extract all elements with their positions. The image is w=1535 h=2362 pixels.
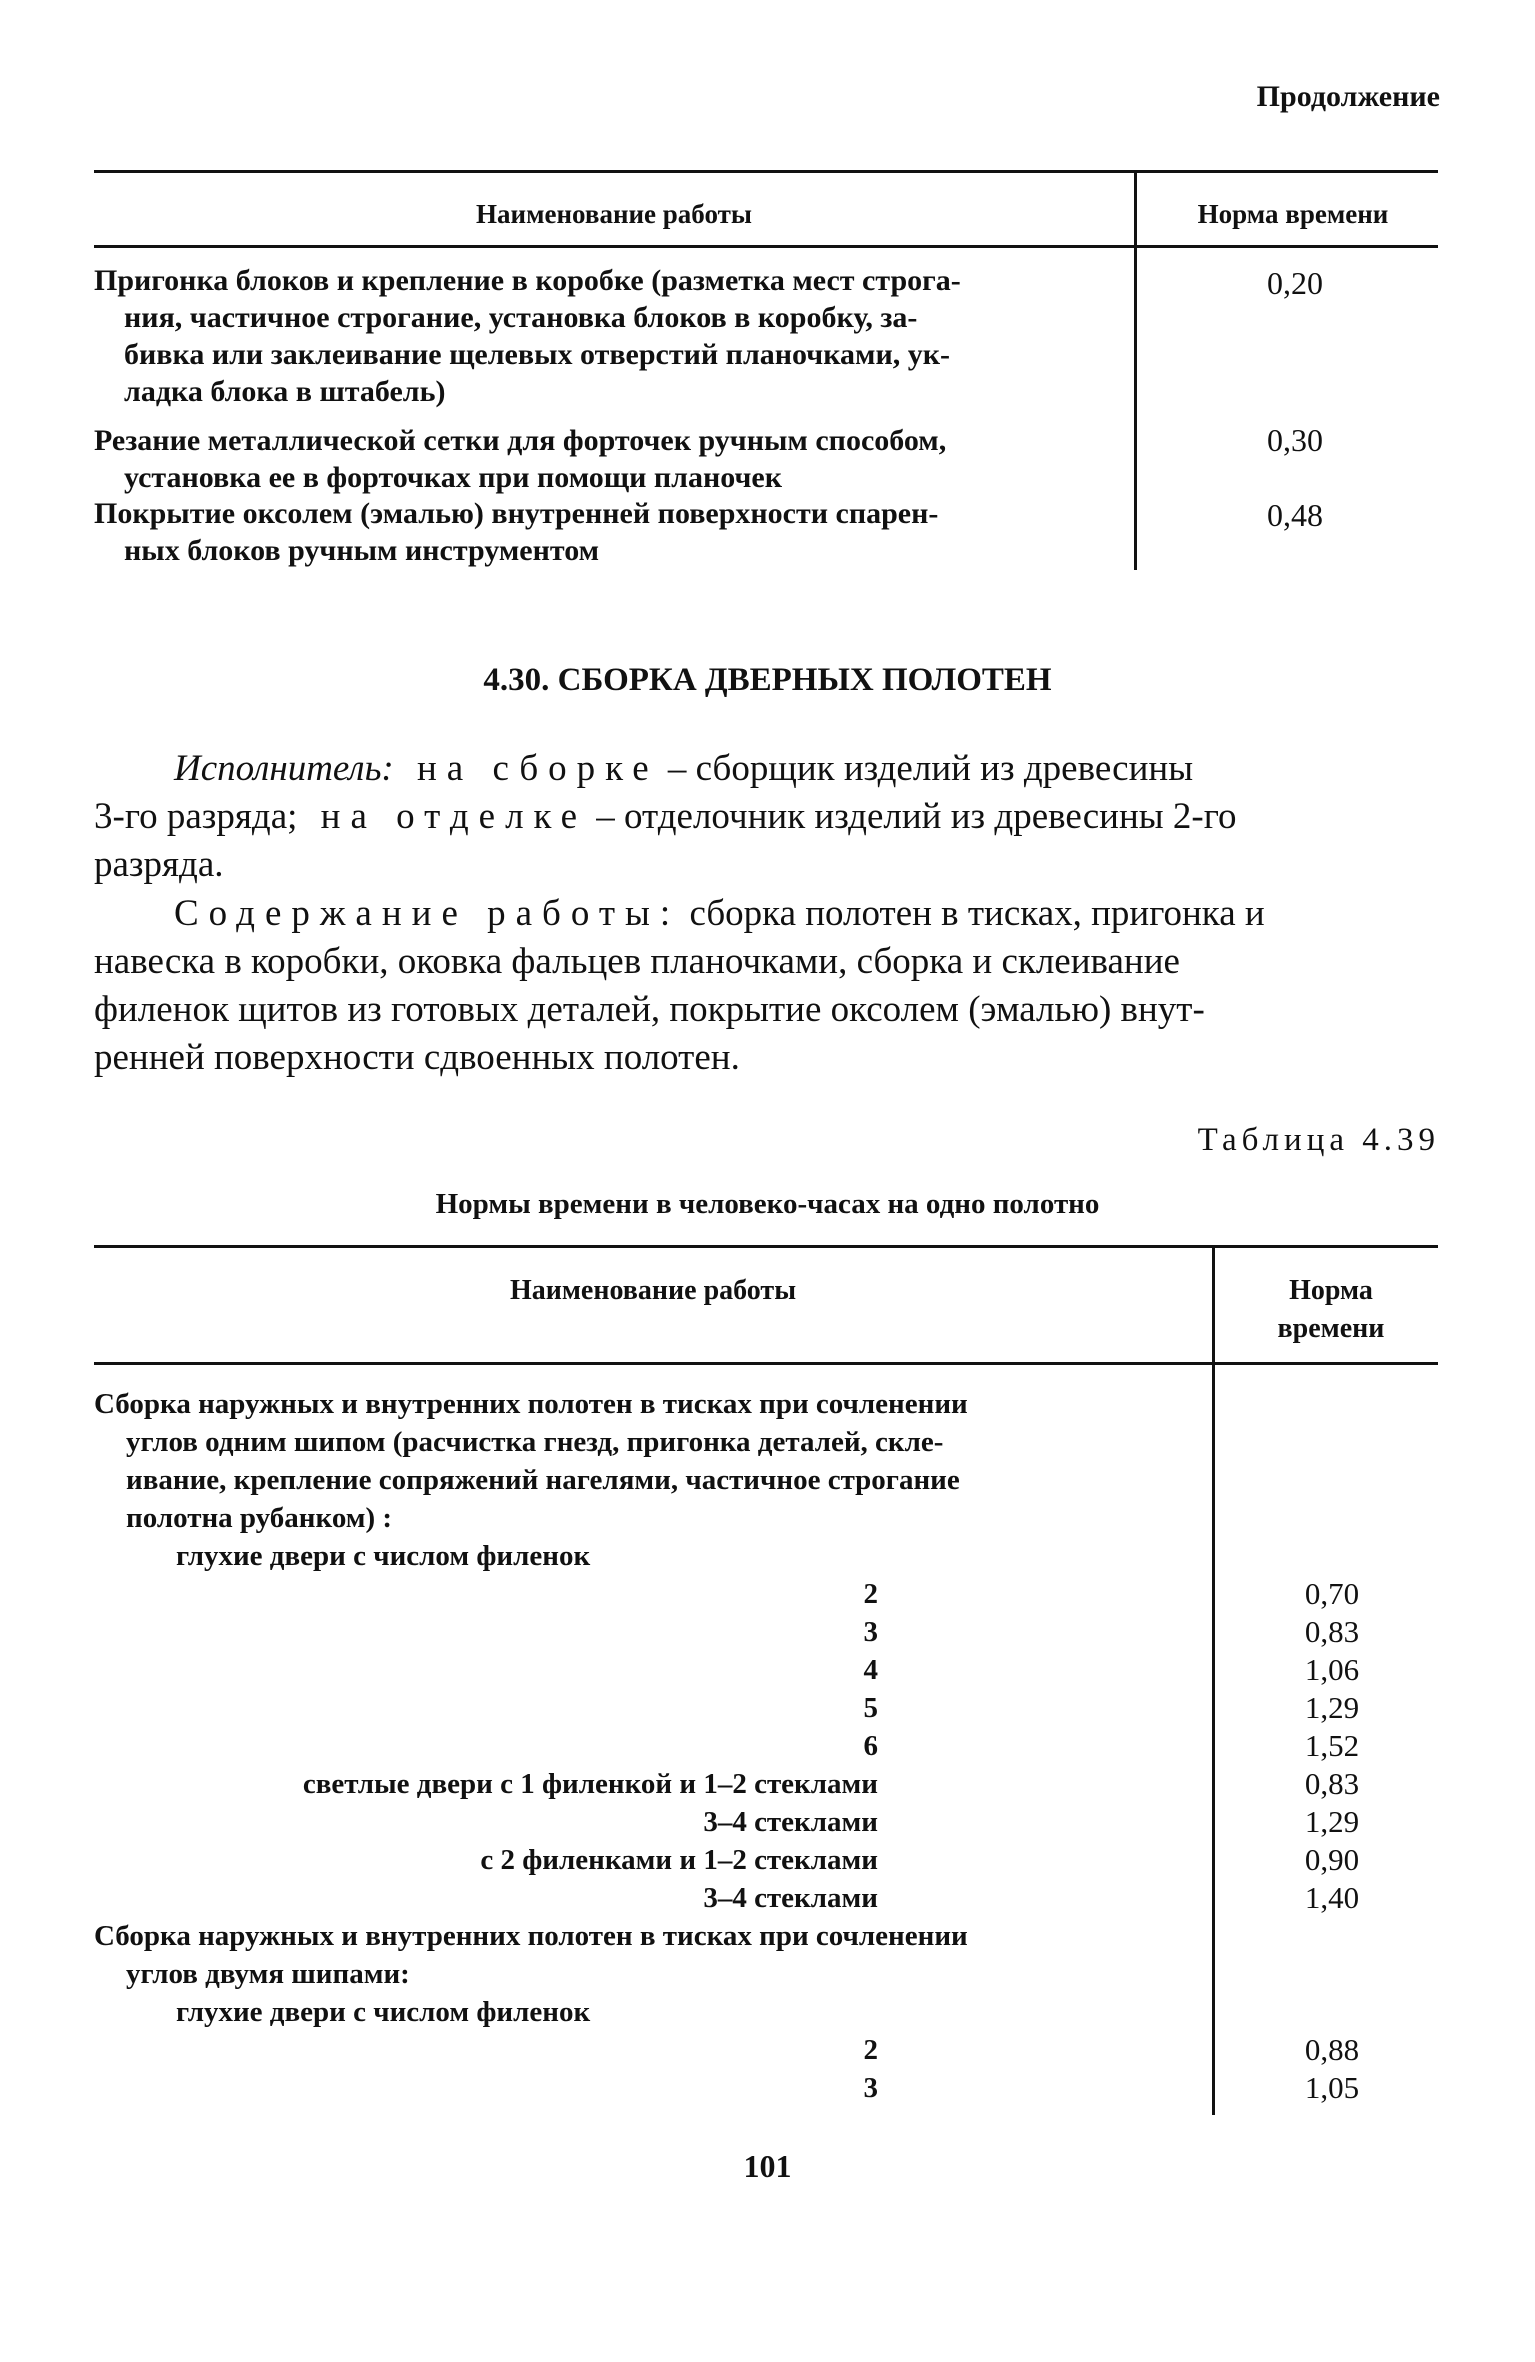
table-number: Таблица 4.39 bbox=[1197, 1122, 1440, 1158]
table1-column-divider bbox=[1134, 170, 1137, 570]
table-row-value: 1,29 bbox=[1304, 1690, 1360, 1725]
table1-header-norm: Норма времени bbox=[1197, 199, 1389, 229]
content-text-1: сборка полотен в тисках, пригонка и bbox=[689, 893, 1265, 934]
table-row-text: 5 bbox=[863, 1692, 878, 1724]
table1-top-rule bbox=[94, 170, 1438, 173]
table1-row bbox=[94, 422, 1124, 496]
executor-finish-text: – отделочник изделий из древесины 2-го bbox=[596, 796, 1237, 837]
table-row-text: светлые двери с 1 филенкой и 1–2 стеклами bbox=[302, 1768, 878, 1800]
table-row-text: 3 bbox=[863, 1616, 878, 1648]
content-line-3: филенок щитов из готовых деталей, покрытие оксолем (эмалью) внут- bbox=[94, 989, 1205, 1030]
table-row-text: глухие двери с числом филенок bbox=[176, 1996, 591, 2028]
table2-header-work: Наименование работы bbox=[509, 1275, 797, 1306]
table-row-text: полотна рубанком) : bbox=[126, 1502, 393, 1534]
table-row-value: 0,83 bbox=[1304, 1614, 1360, 1649]
page-number: 101 bbox=[743, 2148, 792, 2184]
norm-header-line-2: времени bbox=[1277, 1313, 1385, 1344]
row-line: ных блоков ручным инструментом bbox=[124, 534, 600, 567]
table-row-text: ивание, крепление сопряжений нагелями, частичное строгание bbox=[126, 1464, 960, 1496]
table2-top-rule bbox=[94, 1245, 1438, 1248]
content-line-4: ренней поверхности сдвоенных полотен. bbox=[94, 1037, 740, 1078]
table1-header-work: Наименование работы bbox=[476, 199, 752, 229]
content-paragraph bbox=[94, 890, 1434, 1082]
executor-paragraph bbox=[94, 745, 1434, 889]
row-line: ладка блока в штабель) bbox=[124, 375, 446, 408]
table-row-value: 0,83 bbox=[1304, 1766, 1360, 1801]
table-row-text: Сборка наружных и внутренних полотен в тисках при сочленении bbox=[94, 1920, 968, 1952]
executor-label: Исполнитель: bbox=[174, 748, 394, 789]
table-row-text: глухие двери с числом филенок bbox=[176, 1540, 591, 1572]
section-title: 4.30. СБОРКА ДВЕРНЫХ ПОЛОТЕН bbox=[483, 662, 1052, 698]
table1-value: 0,48 bbox=[1267, 497, 1323, 533]
content-label: Содержание работы: bbox=[174, 893, 681, 934]
executor-assembly-label: на сборке bbox=[416, 748, 659, 789]
table1-row bbox=[94, 262, 1124, 410]
table-caption: Нормы времени в человеко-часах на одно полотно bbox=[435, 1188, 1100, 1220]
content-line-2: навеска в коробки, оковка фальцев планочками, сборка и склеивание bbox=[94, 941, 1180, 982]
executor-line-1 bbox=[94, 745, 1434, 793]
executor-assembly-text: – сборщик изделий из древесины bbox=[667, 748, 1194, 789]
table-row-text: 6 bbox=[863, 1730, 878, 1762]
table-row-text: Сборка наружных и внутренних полотен в тисках при сочленении bbox=[94, 1388, 968, 1420]
table-row-text: 2 bbox=[863, 1578, 878, 1610]
row-line: Пригонка блоков и крепление в коробке (разметка мест строга- bbox=[94, 264, 961, 297]
executor-finish-label: на отделке bbox=[320, 796, 588, 837]
table-row-text: 3–4 стеклами bbox=[703, 1882, 878, 1914]
table1-row bbox=[94, 495, 1124, 569]
table-row-text: углов одним шипом (расчистка гнезд, пригонка деталей, скле- bbox=[126, 1426, 944, 1458]
table-row-value: 1,40 bbox=[1304, 1880, 1360, 1915]
table-row-value: 1,05 bbox=[1304, 2070, 1360, 2105]
table-row-text: 3–4 стеклами bbox=[703, 1806, 878, 1838]
table2-header-norm bbox=[1215, 1272, 1447, 1348]
table2-column-divider bbox=[1212, 1245, 1215, 2115]
content-line-1 bbox=[94, 890, 1434, 938]
table1-value: 0,30 bbox=[1267, 422, 1323, 458]
table-row-text: 3 bbox=[863, 2072, 878, 2104]
table-row-text: 4 bbox=[863, 1654, 878, 1686]
table-row-value: 1,29 bbox=[1304, 1804, 1360, 1839]
executor-line-3: разряда. bbox=[94, 844, 224, 885]
table-row-value: 0,90 bbox=[1304, 1842, 1360, 1877]
table-row-value: 1,52 bbox=[1304, 1728, 1360, 1763]
table1-value: 0,20 bbox=[1267, 265, 1323, 301]
row-line: бивка или заклеивание щелевых отверстий планочками, ук- bbox=[124, 338, 951, 371]
row-line: Резание металлической сетки для форточек ручным способом, bbox=[94, 424, 947, 457]
table-row-text: 2 bbox=[863, 2034, 878, 2066]
continued-label: Продолжение bbox=[1256, 80, 1440, 113]
executor-line-2 bbox=[94, 793, 1434, 841]
row-line: ния, частичное строгание, установка блоков в коробку, за- bbox=[124, 301, 918, 334]
table1-header-rule bbox=[94, 245, 1438, 248]
table-row-text: углов двумя шипами: bbox=[126, 1958, 410, 1990]
table-row-value: 1,06 bbox=[1304, 1652, 1360, 1687]
row-line: установка ее в форточках при помощи планочек bbox=[124, 461, 783, 494]
executor-rank: 3-го разряда; bbox=[94, 796, 298, 837]
row-line: Покрытие оксолем (эмалью) внутренней поверхности спарен- bbox=[94, 497, 939, 530]
table-row-text: с 2 филенками и 1–2 стеклами bbox=[480, 1844, 878, 1876]
table-row-value: 0,88 bbox=[1304, 2032, 1360, 2067]
table-row-value: 0,70 bbox=[1304, 1576, 1360, 1611]
norm-header-line-1: Норма bbox=[1289, 1275, 1373, 1306]
table2-header-rule bbox=[94, 1362, 1438, 1365]
